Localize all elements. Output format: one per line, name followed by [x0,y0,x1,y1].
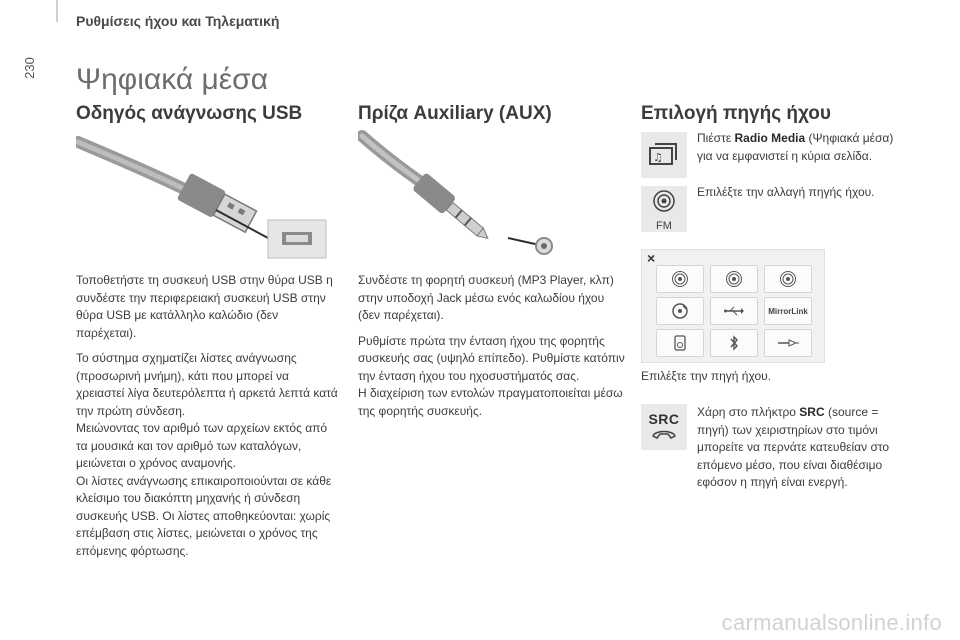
source-tile-radio-1[interactable] [656,265,704,293]
bluetooth-icon [729,335,739,351]
page-title: Ψηφιακά μέσα [76,63,269,96]
fm-label: FM [656,220,672,232]
close-icon[interactable]: × [647,250,656,266]
aux-paragraph-2: Ρυθμίστε πρώτα την ένταση ήχου της φορητής συσκευής σας (υψηλό επίπεδο). Ρυθμίστε κατόπιν την ένταση ήχου του ηχοσυστήματός σας. Η διαχείριση των εντολών πραγματοποιείται μέσω της φορητής συσκευής. [358,333,625,418]
watermark: carmanualsonline.info [721,610,942,635]
radio-icon [780,271,796,287]
header-divider [56,0,58,22]
source-tile-mirrorlink[interactable]: MirrorLink [764,297,812,325]
aux-heading: Πρίζα Auxiliary (AUX) [358,103,552,124]
usb-paragraph-1: Τοποθετήστε τη συσκευή USB στην θύρα USB η συνδέστε την περιφερειακή συσκευή USB στην θύρα USB με κατάλληλο καλώδιο (δεν παρέχεται). [76,273,333,340]
source-tile-portable[interactable] [656,329,704,357]
usb-illustration [76,130,338,260]
source-tile-radio-3[interactable] [764,265,812,293]
phone-handset-icon [641,427,687,441]
source-tile-radio-2[interactable] [710,265,758,293]
cd-icon [672,303,688,319]
radio-media-button[interactable] [641,132,687,178]
src-label: SRC [648,411,680,427]
radio-icon [672,271,688,287]
src-steering-button[interactable] [641,404,687,450]
source-heading: Επιλογή πηγής ήχου [641,103,831,124]
aux-jack-illustration [358,130,558,260]
source-selection-screen [641,249,825,363]
source-tile-bluetooth[interactable] [710,329,758,357]
page-number: 230 [22,57,37,79]
step-select-source: Επιλέξτε την πηγή ήχου. [641,369,772,383]
step-src-button: Χάρη στο πλήκτρο SRC (source = πηγή) των χειριστηρίων στο τιμόνι μπορείτε να περνάτε κατευθείαν στο επόμενο μέσο, που είναι διαθέσιμο εφόσον η πηγή είναι ενεργή. [697,405,890,489]
step-change-source: Επιλέξτε την αλλαγή πηγής ήχου. [697,185,875,199]
aux-paragraph-1: Συνδέστε τη φορητή συσκευή (MP3 Player, κλπ) στην υποδοχή Jack μέσω ενός καλωδίου ήχου (δεν παρέχεται). [358,273,614,322]
radio-media-icon [641,132,687,178]
usb-heading: Οδηγός ανάγνωσης USB [76,103,303,124]
step-radio-media: Πιέστε Radio Media (Ψηφιακά μέσα) για να εμφανιστεί η κύρια σελίδα. [697,131,894,163]
portable-player-icon [674,335,686,351]
radio-icon [726,271,742,287]
svg-text:♫: ♫ [653,151,663,164]
source-tile-usb[interactable] [710,297,758,325]
usb-text [76,272,338,560]
usb-paragraph-2: Το σύστημα σχηματίζει λίστες ανάγνωσης (προσωρινή μνήμη), κάτι που μπορεί να χρειαστεί λίγα δευτερόλεπτα ή αρκετά λεπτά κατά την πρώτη σύνδεση. Μειώνοντας τον αριθμό των αρχείων εκτός από τα μουσικά και τον αριθμό των καταλόγων, μειώνεται ο χρόνος αναμονής. Οι λίστες ανάγνωσης επικαιροποιούνται σε κάθε κλείσιμο του διακόπτη μηχανής ή σύνδεση συσκευής USB. Οι λίστες αποθηκεύονται: χωρίς επέμβαση στις λίστες, μειώνεται ο χρόνος της επόμενης φόρτωσης. [76,351,338,558]
source-tile-cd[interactable] [656,297,704,325]
source-tile-aux[interactable] [764,329,812,357]
section-header: Ρυθμίσεις ήχου και Τηλεματική [76,13,280,29]
radio-wave-icon [641,186,687,216]
usb-icon [724,305,744,317]
change-source-button[interactable] [641,186,687,232]
aux-text [358,272,626,420]
aux-icon [777,338,799,348]
